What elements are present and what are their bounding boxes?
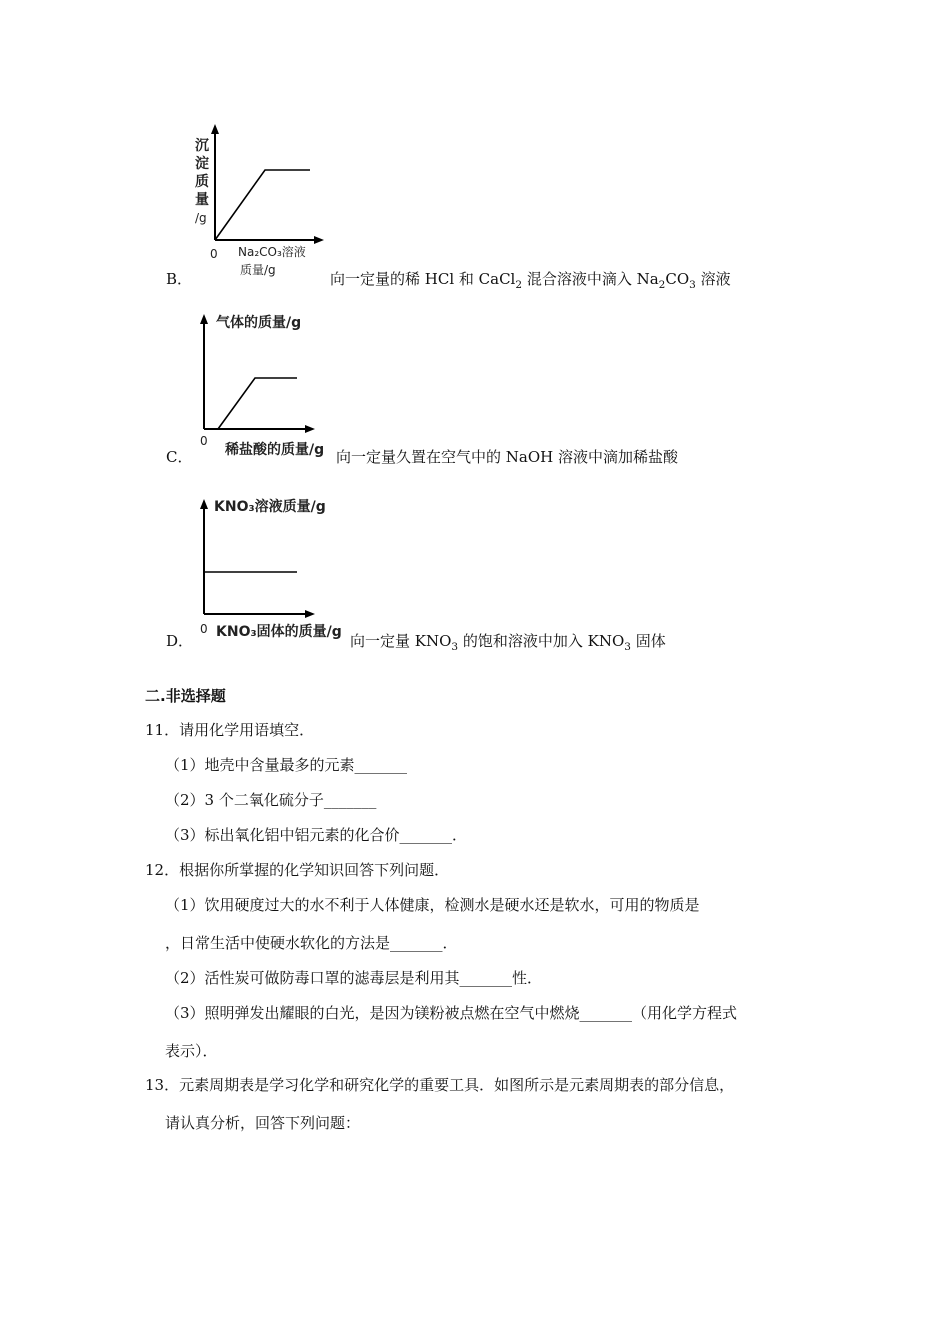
question-12-item: （2）活性炭可做防毒口罩的滤毒层是利用其_______性． (165, 969, 543, 987)
y-label-char: 淀 (195, 156, 209, 172)
text-part: 的饱和溶液中加入 KNO (458, 632, 625, 650)
figure-c (195, 308, 340, 463)
y-label: KNO₃溶液质量/g (214, 499, 326, 515)
subscript: 3 (689, 279, 696, 291)
origin-label: 0 (200, 622, 208, 636)
option-d-letter: D． (166, 632, 194, 650)
origin-label: 0 (200, 434, 208, 448)
x-axis-arrow (305, 610, 315, 618)
y-label: 气体的质量/g (216, 315, 302, 331)
question-12-item: （1）饮用硬度过大的水不利于人体健康，检测水是硬水还是软水，可用的物质是 (165, 896, 700, 914)
question-11-stem: 11．请用化学用语填空． (145, 721, 315, 739)
y-label-char: 质 (195, 174, 209, 190)
question-12-item: （3）照明弹发出耀眼的白光，是因为镁粉被点燃在空气中燃烧_______（用化学方程式 (165, 1004, 738, 1022)
y-label-char: /g (195, 211, 207, 225)
text-part: 固体 (630, 632, 666, 650)
origin-label: 0 (210, 247, 218, 261)
question-12-item: ，日常生活中使硬水软化的方法是_______． (165, 934, 458, 952)
subscript: 3 (624, 641, 631, 653)
option-c-letter: C． (166, 448, 193, 466)
text-part: 混合溶液中滴入 Na (522, 270, 659, 288)
subscript: 2 (515, 279, 523, 291)
x-label: 稀盐酸的质量/g (225, 442, 325, 458)
question-11-item: （2）3 个二氧化硫分子_______ (165, 791, 377, 809)
question-12-item: 表示）． (165, 1042, 218, 1060)
question-11-item: （1）地壳中含量最多的元素_______ (165, 756, 408, 774)
option-b-text (330, 268, 731, 291)
x-label: KNO₃固体的质量/g (216, 624, 342, 640)
y-axis-arrow (211, 124, 219, 134)
x-axis-arrow (305, 425, 315, 433)
figure-d (195, 493, 355, 648)
option-d-text (350, 630, 666, 653)
question-13-stem: 请认真分析，回答下列问题： (165, 1114, 361, 1132)
x-axis-arrow (314, 236, 324, 244)
y-label-char: 沉 (195, 138, 209, 154)
option-b-letter: B． (166, 270, 193, 288)
figure-b (188, 122, 328, 287)
option-c-text: 向一定量久置在空气中的 NaOH 溶液中滴加稀盐酸 (336, 448, 678, 466)
text-part: 向一定量的稀 HCl 和 CaCl (330, 270, 516, 288)
section-title: 二.非选择题 (145, 687, 226, 705)
question-13-stem: 13．元素周期表是学习化学和研究化学的重要工具．如图所示是元素周期表的部分信息， (145, 1076, 735, 1094)
question-12-stem: 12．根据你所掌握的化学知识回答下列问题． (145, 861, 450, 879)
subscript: 3 (451, 641, 459, 653)
text-part: 溶液 (695, 270, 731, 288)
y-axis-arrow (200, 499, 208, 509)
y-axis-arrow (200, 314, 208, 324)
curve-c (218, 378, 297, 429)
text-part: 向一定量 KNO (350, 632, 452, 650)
x-label-line2: 质量/g (240, 263, 276, 277)
curve-b (215, 170, 310, 240)
text-part: CO (665, 270, 690, 288)
subscript: 2 (658, 279, 666, 291)
y-label-char: 量 (195, 192, 209, 208)
question-11-item: （3）标出氧化铝中铝元素的化合价_______． (165, 826, 468, 844)
x-label-line1: Na₂CO₃溶液 (238, 245, 306, 259)
